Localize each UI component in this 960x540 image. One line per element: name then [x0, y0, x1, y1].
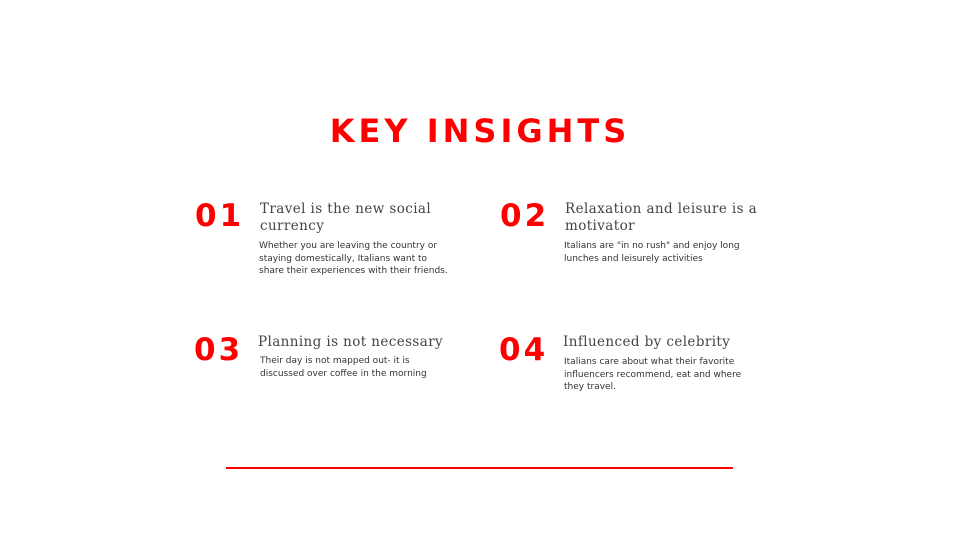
insight-number-03: 03	[194, 332, 244, 368]
insight-heading-04: Influenced by celebrity	[563, 334, 731, 350]
insight-description-01: Whether you are leaving the country or staying domestically, Italians want to share their experiences with their friends.	[259, 241, 448, 277]
insight-description-03: Their day is not mapped out- it is discussed over coffee in the morning	[260, 356, 427, 379]
insight-heading-01: Travel is the new social currency	[260, 201, 432, 234]
insight-heading-02: Relaxation and leisure is a motivator	[565, 201, 758, 234]
page-title: KEY INSIGHTS	[329, 112, 631, 150]
insight-description-04: Italians care about what their favorite influencers recommend, eat and where they travel.	[564, 357, 742, 393]
insight-description-02: Italians are "in no rush" and enjoy long lunches and leisurely activities	[564, 241, 740, 264]
insight-heading-03: Planning is not necessary	[258, 334, 444, 350]
divider-line	[226, 467, 733, 469]
insight-number-04: 04	[499, 332, 549, 368]
insight-number-01: 01	[195, 198, 245, 234]
insight-number-02: 02	[500, 198, 550, 234]
